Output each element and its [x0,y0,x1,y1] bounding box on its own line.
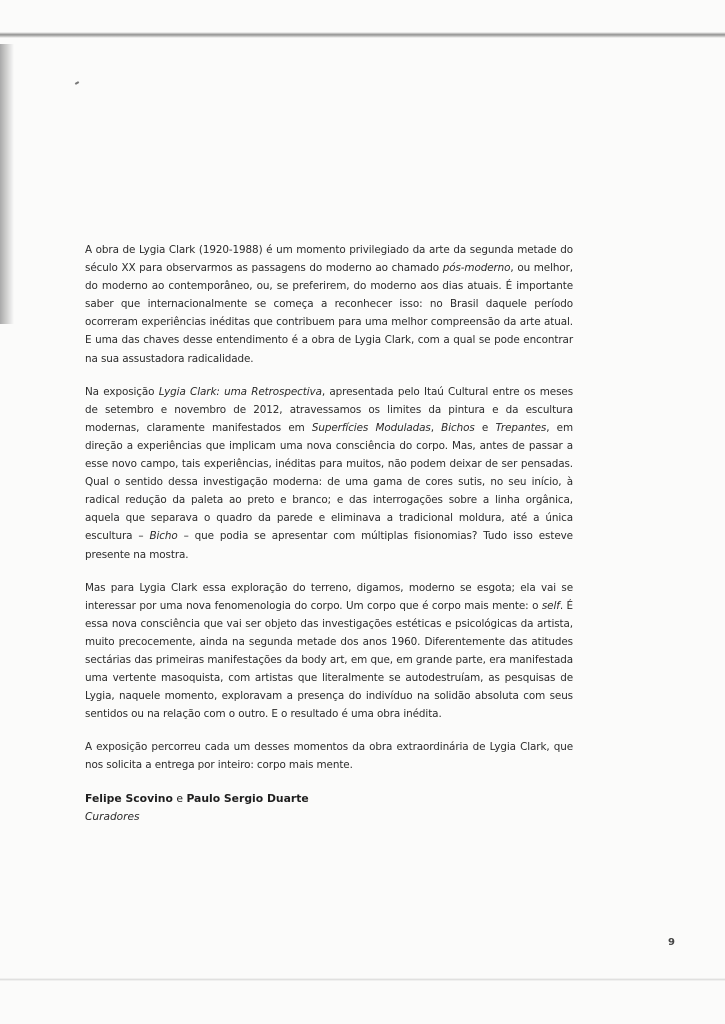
author-joiner: e [172,791,187,805]
paragraph-1 [85,241,573,368]
text-segment: A exposição percorreu cada um desses momentos da obra extraordinária de Lygia Clark, que nos solicita a entrega por inteiro: corpo mais mente. [85,741,573,772]
italic-term: Trepantes [495,421,547,434]
paragraph-4 [85,738,573,774]
text-segment: , [430,421,442,434]
italic-term: Superfícies Moduladas [311,421,431,434]
text-segment: , ou melhor, do moderno ao contemporâneo, ou, se preferirem, do moderno aos dias atuais. É importante saber que internacionalmente se começa a reconhecer isso: no Brasil daquele período ocorreram experiências inéditas que contribuem para uma melhor compreensão da arte atual. E uma das chaves desse entendimento é a obra de Lygia Clark, com a qual se pode encontrar na sua assustadora radicalidade. [85,262,573,365]
text-segment: Na exposição [85,385,159,398]
page-number: 9 [668,937,675,948]
text-body [85,241,573,826]
author-name-1: Felipe Scovino [85,791,173,805]
italic-term: pós-moderno [442,262,511,275]
text-segment: – que podia se apresentar com múltiplas fisionomias? Tudo isso esteve presente na mostra. [85,530,573,561]
signature-line [85,790,573,808]
text-segment: e [474,421,496,434]
italic-term: Bicho [149,530,178,543]
italic-term: Bichos [441,421,475,434]
paragraph-2 [85,383,573,564]
italic-term: self [541,599,560,612]
author-name-2: Paulo Sergio Duarte [186,791,309,805]
scan-speck [75,81,79,85]
text-segment: , apresentada pelo Itaú Cultural entre os meses de setembro e novembro de 2012, atravessamos os limites da pintura e da escultura modernas, claramente manifestados em [85,385,574,434]
text-segment: A obra de Lygia Clark (1920-1988) é um momento privilegiado da arte da segunda metade do século XX para observarmos as passagens do moderno ao chamado [85,244,573,275]
text-segment: . É essa nova consciência que vai ser objeto das investigações estéticas e psicológicas da artista, muito precocemente, ainda na segunda metade dos anos 1960. Diferentemente das atitudes sectárias das primeiras manifestações da body art, em que, em grande parte, era manifestada uma vertente masoquista, com artistas que literalmente se autodestruíam, as pesquisas de Lygia, naquele momento, exploravam a presença do indivíduo na solidão absoluta com seus sentidos ou na relação com o outro. E o resultado é uma obra inédita. [85,599,573,721]
text-segment: , em direção a experiências que implicam uma nova consciência do corpo. Mas, antes de passar a esse novo campo, tais experiências, inéditas para muitos, não podem deixar de ser pensadas. Qual o sentido dessa investigação moderna: de uma gama de cores sutis, no seu início, à radical redução da paleta ao preto e branco; e das interrogações sobre a linha orgânica, aquela que separava o quadro da parede e eliminava a tradicional moldura, até a única escultura – [85,421,573,543]
text-segment: Mas para Lygia Clark essa exploração do terreno, digamos, moderno se esgota; ela vai se interessar por uma nova fenomenologia do corpo. Um corpo que é corpo mais mente: o [85,581,573,612]
scan-bottom-edge [0,978,725,981]
scan-top-edge [0,32,725,38]
scan-left-edge [0,44,14,324]
author-role: Curadores [85,810,140,823]
paragraph-3 [85,579,573,724]
italic-term: Lygia Clark: uma Retrospectiva [158,385,322,398]
